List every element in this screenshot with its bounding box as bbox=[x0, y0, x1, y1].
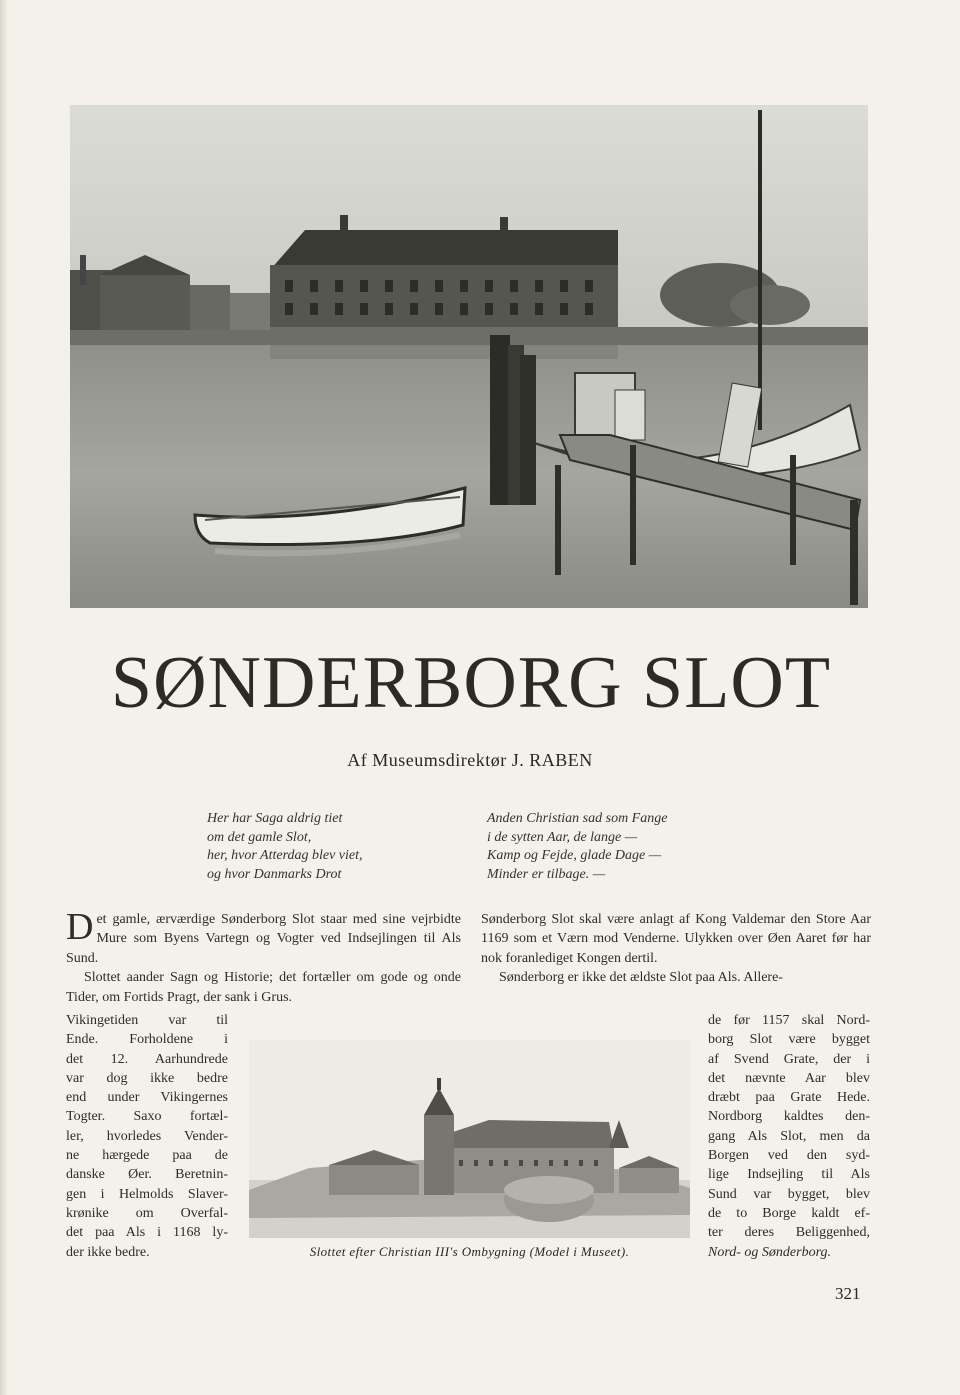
castle-model-photo bbox=[249, 1040, 690, 1238]
text-line: Ende. Forholdene i bbox=[66, 1032, 228, 1048]
article-byline: Af Museumsdirektør J. RABEN bbox=[347, 750, 593, 770]
poem-left-stanza bbox=[207, 810, 363, 884]
text-line: lige Indsejling til Als bbox=[708, 1167, 870, 1183]
article-title: SØNDERBORG SLOT bbox=[110, 642, 832, 724]
text-line: krønike om Overfal- bbox=[66, 1205, 228, 1221]
body-paragraph-1-text: et gamle, ærværdige Sønderborg Slot staar med sine vejrbidte Mure som Byens Vartegn og Vogter ved Indsejlingen til Als Sund. bbox=[66, 912, 461, 966]
text-line: Nord- og Sønderborg. bbox=[708, 1244, 832, 1260]
text-line: de før 1157 skal Nord- bbox=[708, 1013, 870, 1028]
text-line: end under Vikingernes bbox=[66, 1090, 228, 1106]
body-narrow-left bbox=[66, 1011, 228, 1262]
poem-line: Kamp og Fejde, glade Dage — bbox=[487, 848, 662, 863]
text-line: var dog ikke bedre bbox=[66, 1070, 228, 1086]
body-paragraph-4: Sønderborg er ikke det ældste Slot paa Als. Allere- bbox=[499, 970, 783, 986]
poem-line: her, hvor Atterdag blev viet, bbox=[207, 848, 363, 863]
text-line: af Svend Grate, der i bbox=[708, 1051, 870, 1067]
text-line: Togter. Saxo fortæl- bbox=[66, 1109, 228, 1125]
poem-line: i de sytten Aar, de lange — bbox=[487, 829, 638, 845]
body-column-left bbox=[66, 906, 461, 1007]
page-number: 321 bbox=[835, 1284, 861, 1303]
text-line: der ikke bedre. bbox=[66, 1244, 150, 1260]
poem-line: Anden Christian sad som Fange bbox=[487, 811, 668, 826]
text-line: det 12. Aarhundrede bbox=[66, 1051, 228, 1067]
body-paragraph-3: Sønderborg Slot skal være anlagt af Kong Valdemar den Store Aar 1169 som et Værn mod Venderne. Ulykken over Øen Aaret før har nok foranlediget Kongen dertil. bbox=[481, 912, 871, 966]
text-line: dræbt paa Grate Hede. bbox=[708, 1090, 870, 1106]
castle-harbour-photo bbox=[70, 105, 868, 608]
text-line: ler, hvorledes Vender- bbox=[66, 1128, 228, 1144]
text-line: gen i Helmolds Slaver- bbox=[66, 1186, 228, 1202]
text-line: danske Øer. Beretnin- bbox=[66, 1167, 228, 1183]
poem-line: Her har Saga aldrig tiet bbox=[207, 811, 343, 826]
text-line: borg Slot være bygget bbox=[708, 1032, 870, 1048]
body-narrow-right bbox=[708, 1011, 870, 1262]
poem-line: om det gamle Slot, bbox=[207, 829, 312, 845]
page-edge bbox=[0, 0, 8, 1395]
body-paragraph-1 bbox=[66, 906, 461, 968]
body-column-right bbox=[481, 910, 871, 988]
body-paragraph-2: Slottet aander Sagn og Historie; det fortæller om gode og onde Tider, om Fortids Pragt, der sank i Grus. bbox=[66, 970, 461, 1005]
text-line: de to Borge kaldt ef- bbox=[708, 1205, 870, 1221]
text-line: det paa Als i 1168 ly- bbox=[66, 1225, 228, 1241]
poem-line: og hvor Danmarks Drot bbox=[207, 866, 342, 882]
poem-right-stanza bbox=[487, 810, 667, 884]
text-line: Vikingetiden var til bbox=[66, 1013, 228, 1028]
text-line: gang Als Slot, men da bbox=[708, 1128, 870, 1144]
text-line: ter deres Beliggenhed, bbox=[708, 1225, 870, 1241]
text-line: Nordborg kaldtes den- bbox=[708, 1109, 870, 1125]
poem-line: Minder er tilbage. — bbox=[487, 866, 606, 882]
text-line: Borgen ved den syd- bbox=[708, 1148, 870, 1164]
text-line: det nævnte Aar blev bbox=[708, 1070, 870, 1086]
figure-caption: Slottet efter Christian III's Ombygning (Model i Museet). bbox=[309, 1244, 630, 1259]
text-line: Sund var bygget, blev bbox=[708, 1186, 870, 1202]
drop-cap: D bbox=[66, 906, 94, 948]
text-line: ne hærgede paa de bbox=[66, 1148, 228, 1164]
